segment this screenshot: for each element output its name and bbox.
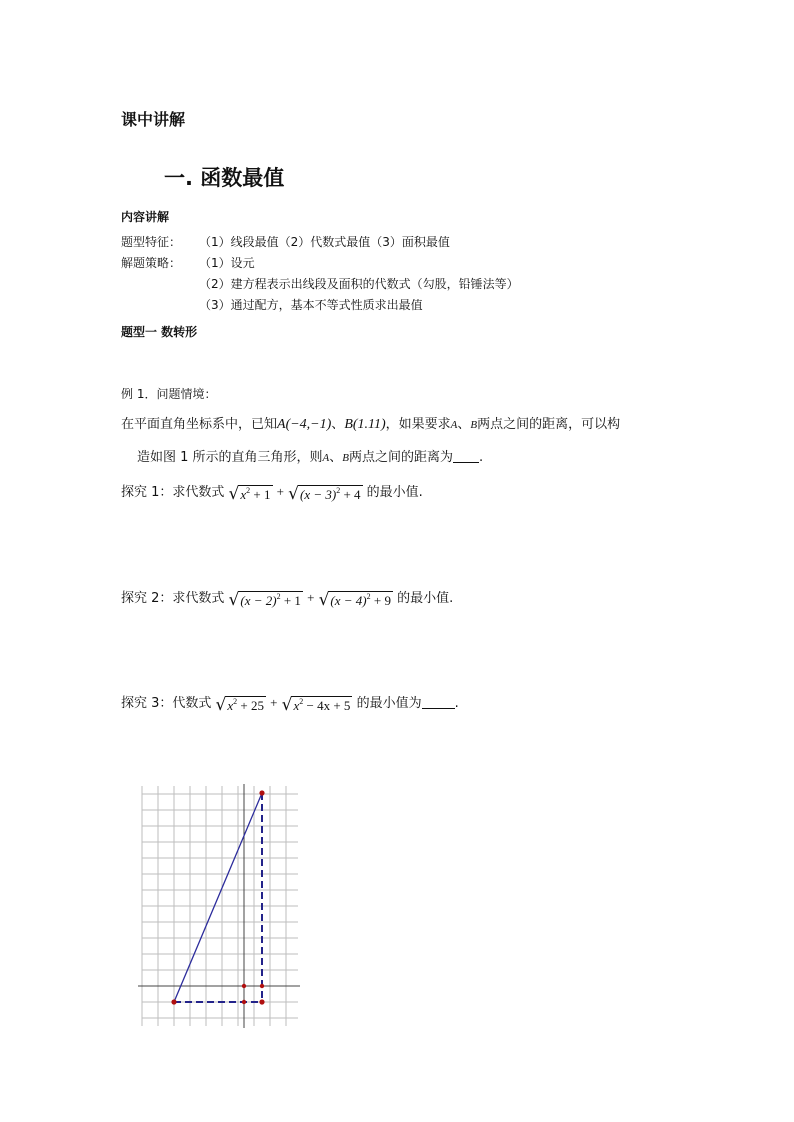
explore-text: 探究 3：代数式 (121, 696, 212, 711)
explore-3 (121, 692, 459, 714)
point-marker (171, 999, 176, 1004)
example-text: ，如果要求 (385, 417, 451, 432)
separator: 、 (329, 450, 343, 465)
exponent: 2 (276, 592, 281, 601)
point-marker (259, 790, 264, 795)
explore-text: 探究 2：求代数式 (121, 591, 225, 606)
exponent: 2 (299, 697, 304, 706)
radical: √ $x^2 + 25$ (215, 695, 265, 715)
answer-blank (422, 696, 455, 709)
right-triangle-figure (138, 780, 302, 1032)
label-b: B (342, 452, 350, 464)
radicand-term: x (240, 487, 247, 502)
example-line-1 (121, 413, 620, 433)
example-line-2 (137, 446, 483, 465)
radicand-tail: + 9 (370, 593, 391, 608)
explore-text: 的最小值为 (356, 696, 422, 711)
radicand-tail: + 1 (280, 593, 301, 608)
explore-text: 探究 1：求代数式 (121, 485, 225, 500)
example-text: 两点之间的距离，可以构 (477, 417, 621, 432)
point-a: A(−4,−1) (277, 417, 332, 432)
example-text: 两点之间的距离为 (349, 450, 454, 465)
radicand-term: x (293, 698, 300, 713)
point-marker (242, 1000, 246, 1004)
point-marker (260, 984, 264, 988)
chapter-title: 一. 函数最值 (164, 166, 285, 190)
separator: 、 (331, 417, 345, 432)
radical: √ $(x - 4)^2 + 9$ (318, 590, 391, 610)
plus-sign: + (270, 695, 278, 710)
explore-2 (121, 587, 453, 609)
strategy-step: （2）建方程表示出线段及面积的代数式（勾股，铅锤法等） (199, 277, 519, 291)
radicand-tail: + 25 (237, 698, 265, 713)
plus-sign: + (276, 484, 284, 499)
radicand-tail: + 4 (340, 487, 361, 502)
radicand-tail: + 1 (250, 487, 271, 502)
example-text: 在平面直角坐标系中，已知 (121, 417, 278, 432)
content-heading: 内容讲解 (121, 210, 170, 224)
grid (142, 786, 298, 1026)
radicand-term: x (227, 698, 234, 713)
exponent: 2 (246, 486, 251, 495)
exponent: 2 (336, 486, 341, 495)
features-label: 题型特征： (121, 235, 182, 249)
plus-sign: + (307, 590, 315, 605)
exponent: 2 (233, 697, 238, 706)
point-b: B(1.11) (344, 417, 386, 432)
answer-blank (453, 450, 479, 463)
point-marker (259, 999, 264, 1004)
radicand-term: (x − 2) (240, 593, 277, 608)
label-a: A (322, 452, 330, 464)
radicand-term: (x − 4) (330, 593, 367, 608)
separator: 、 (457, 417, 471, 432)
section-heading: 课中讲解 (121, 110, 186, 129)
origin-marker (242, 984, 246, 988)
hypotenuse (174, 793, 262, 1002)
radical: √ $x^2 + 1$ (228, 484, 271, 504)
radicand-tail: − 4x + 5 (303, 698, 351, 713)
period: . (454, 696, 459, 711)
label-b: B (470, 419, 478, 431)
explore-1 (121, 481, 423, 503)
radicand-term: (x − 3) (299, 487, 337, 502)
radical: √ $x^2 - 4x + 5$ (281, 695, 351, 715)
features-text: （1）线段最值（2）代数式最值（3）面积最值 (199, 235, 450, 249)
strategy-step: （1）设元 (199, 256, 255, 270)
strategy-label: 解题策略： (121, 256, 182, 270)
type-heading: 题型一 数转形 (121, 325, 198, 339)
label-a: A (450, 419, 458, 431)
explore-text: 的最小值. (397, 591, 454, 606)
example-text: 造如图 1 所示的直角三角形，则 (137, 450, 323, 465)
explore-text: 的最小值. (366, 485, 423, 500)
radical: √ $(x - 3)^2 + 4$ (288, 484, 361, 504)
period: . (479, 450, 484, 465)
strategy-step: （3）通过配方，基本不等式性质求出最值 (199, 298, 423, 312)
exponent: 2 (366, 592, 371, 601)
example-title: 例 1．问题情境： (121, 387, 217, 401)
radical: √ $(x - 2)^2 + 1$ (228, 590, 301, 610)
